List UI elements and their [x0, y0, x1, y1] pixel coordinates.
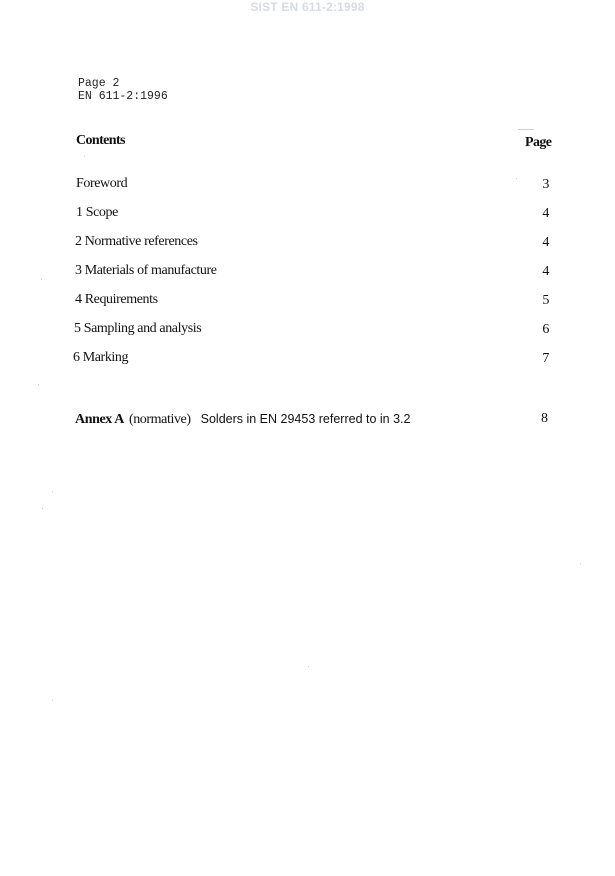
- page-header: [78, 77, 168, 103]
- toc-entry-page: 4: [542, 235, 549, 250]
- toc-entry-sampling-and-analysis: [0, 321, 615, 341]
- toc-entry-title: Foreword: [76, 176, 128, 191]
- toc-entry-title: 2 Normative references: [75, 234, 198, 249]
- scan-mark: [516, 178, 517, 179]
- contents-heading: Contents: [76, 133, 125, 148]
- page-column-heading: Page: [525, 135, 552, 150]
- scan-mark: [41, 279, 42, 280]
- toc-entry-page: 4: [542, 264, 549, 279]
- page-number-line: Page 2: [78, 77, 120, 90]
- annex-page: 8: [541, 411, 548, 426]
- toc-entry-title: 5 Sampling and analysis: [74, 321, 202, 336]
- toc-entry-title: 3 Materials of manufacture: [75, 263, 217, 278]
- watermark: SIST EN 611-2:1998: [250, 0, 365, 14]
- scan-mark: [518, 129, 534, 130]
- annex-label: Annex A: [75, 412, 124, 427]
- scan-mark: [42, 508, 43, 509]
- scan-mark: [308, 666, 309, 667]
- toc-entry-marking: [0, 350, 615, 370]
- toc-entry-title: 6 Marking: [73, 350, 129, 365]
- toc-entry-normative-references: [0, 234, 615, 254]
- toc-entry-page: 6: [542, 322, 549, 337]
- toc-entry-requirements: [0, 292, 615, 312]
- scan-mark: [84, 156, 85, 157]
- toc-entry-annex-a: [75, 410, 555, 430]
- scan-mark: [52, 491, 53, 492]
- toc-entry-page: 5: [542, 293, 549, 308]
- toc-entry-title: 1 Scope: [76, 205, 118, 220]
- scan-mark: [38, 384, 39, 385]
- toc-entry-materials-of-manufacture: [0, 263, 615, 283]
- toc-entry-foreword: [0, 176, 615, 196]
- scan-mark: [52, 700, 53, 701]
- annex-title: Solders in EN 29453 referred to in 3.2: [200, 412, 411, 426]
- toc-entry-title: 4 Requirements: [75, 292, 158, 307]
- toc-entry-page: 7: [542, 351, 549, 366]
- toc-entry-page: 3: [542, 177, 549, 192]
- scan-mark: [580, 563, 581, 564]
- toc-entry-scope: [0, 205, 615, 225]
- standard-number-line: EN 611-2:1996: [78, 90, 168, 103]
- toc-entry-page: 4: [542, 206, 549, 221]
- annex-type: (normative): [128, 412, 191, 427]
